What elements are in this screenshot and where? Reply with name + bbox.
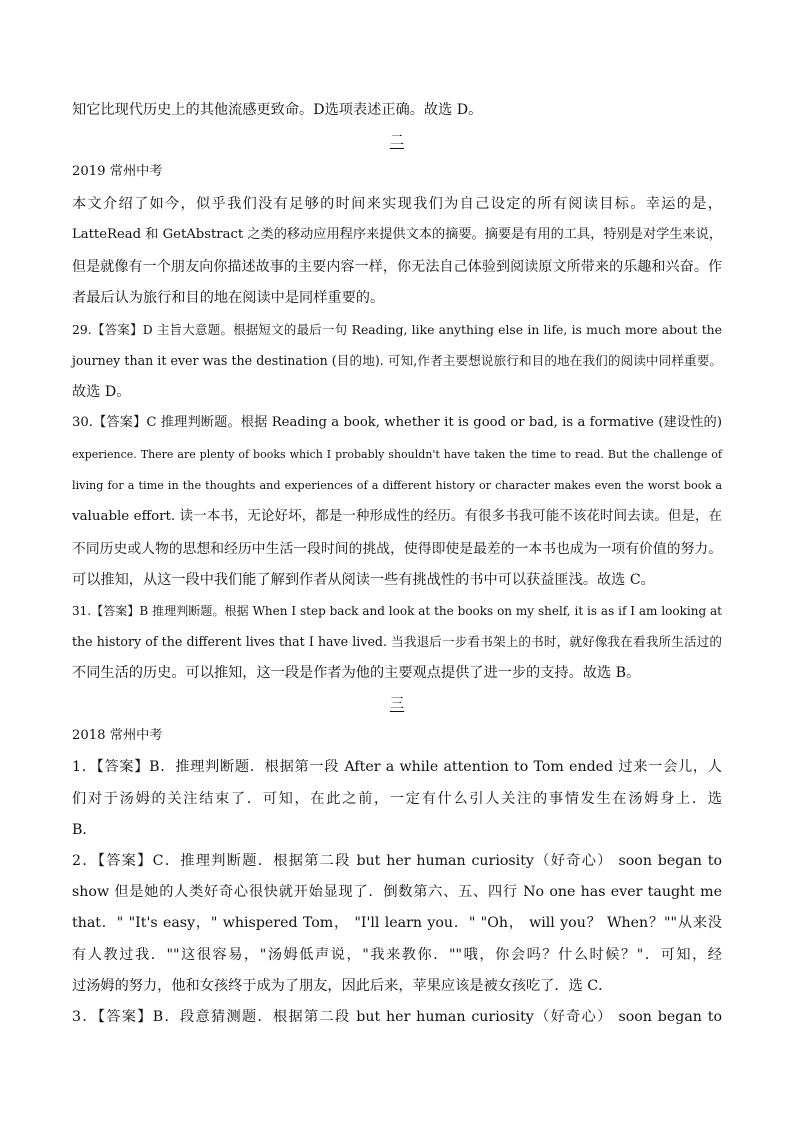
text-line: living for a time in the thoughts and experiences of a different history or character makes even the worst book a (72, 479, 722, 492)
answer-line: 2．【答案】C．推理判断题．根据第二段 but her human curiosity（好奇心） soon began to (72, 853, 722, 869)
answer-line: 30.【答案】C 推理判断题。根据 Reading a book, whether it is good or bad, is a formative (建设性的) (72, 415, 722, 430)
text-line: 知它比现代历史上的其他流感更致命。D选项表述正确。故选 D。 (72, 102, 483, 118)
text-line: 故选 D。 (72, 384, 131, 400)
text-line: 不同历史或人物的思想和经历中生活一段时间的挑战，使得即使是最差的一本书也成为一项有价值的努力。 (72, 541, 722, 557)
text-line: 有人教过我．""这很容易，"汤姆低声说，"我来教你．""哦，你会吗？什么时候？"．可知，经 (72, 947, 722, 963)
answer-line: 3．【答案】B．段意猜测题．根据第二段 but her human curiosity（好奇心） soon began to (72, 1009, 722, 1025)
text-line: 不同生活的历史。可以推知，这一段是作者为他的主要观点提供了进一步的支持。故选 B。 (72, 665, 641, 681)
answer-line: 29.【答案】D 主旨大意题。根据短文的最后一句 Reading, like anything else in life, is much more about the (72, 322, 722, 337)
text-line: 过汤姆的努力，他和女孩终于成为了朋友，因此后来，苹果应该是被女孩吃了．选 C． (72, 978, 613, 994)
section-source: 2018 常州中考 (72, 728, 163, 743)
text-line: 可以推知，从这一段中我们能了解到作者从阅读一些有挑战性的书中可以获益匪浅。故选 C。 (72, 572, 655, 588)
text-line: B． (72, 822, 97, 838)
section-source: 2019 常州中考 (72, 164, 163, 179)
section-number: 二 (389, 133, 405, 149)
text-line: valuable effort. 读一本书，无论好坏，都是一种形成性的经历。有很多书我可能不该花时间去读。但是，在 (72, 509, 722, 524)
text-line: 们对于汤姆的关注结束了．可知，在此之前，一定有什么引人关注的事情发生在汤姆身上．选 (72, 791, 722, 807)
text-line: 但是就像有一个朋友向你描述故事的主要内容一样，你无法自己体验到阅读原文所带来的乐趣和兴奋。作 (72, 259, 722, 275)
text-line: that．" "It's easy，" whispered Tom， "I'll learn you．" "Oh， will you？ When？""从来没 (72, 915, 722, 931)
text-line: show 但是她的人类好奇心很快就开始显现了．倒数第六、五、四行 No one has ever taught me (72, 884, 722, 900)
text-line: experience. There are plenty of books which I probably shouldn't have taken the time to read. But the challenge of (72, 448, 722, 461)
text-line: journey than it ever was the destination (目的地). 可知,作者主要想说旅行和目的地在我们的阅读中同样重要。 (72, 353, 722, 368)
answer-line: 1．【答案】B．推理判断题．根据第一段 After a while attention to Tom ended 过来一会儿，人 (72, 759, 722, 775)
text-line: 者最后认为旅行和目的地在阅读中是同样重要的。 (72, 290, 385, 306)
text-line: 本文介绍了如今，似乎我们没有足够的时间来实现我们为自己设定的所有阅读目标。幸运的是， (72, 196, 722, 212)
text-line: the history of the different lives that I have lived. 当我退后一步看书架上的书时，就好像我在看我所生活过的 (72, 634, 722, 649)
answer-line: 31.【答案】B 推理判断题。根据 When I step back and look at the books on my shelf, it is as if I am looking at (72, 604, 722, 618)
section-number: 三 (389, 696, 405, 712)
text-line: LatteRead 和 GetAbstract 之类的移动应用程序来提供文本的摘要。摘要是有用的工具，特别是对学生来说， (72, 227, 723, 242)
